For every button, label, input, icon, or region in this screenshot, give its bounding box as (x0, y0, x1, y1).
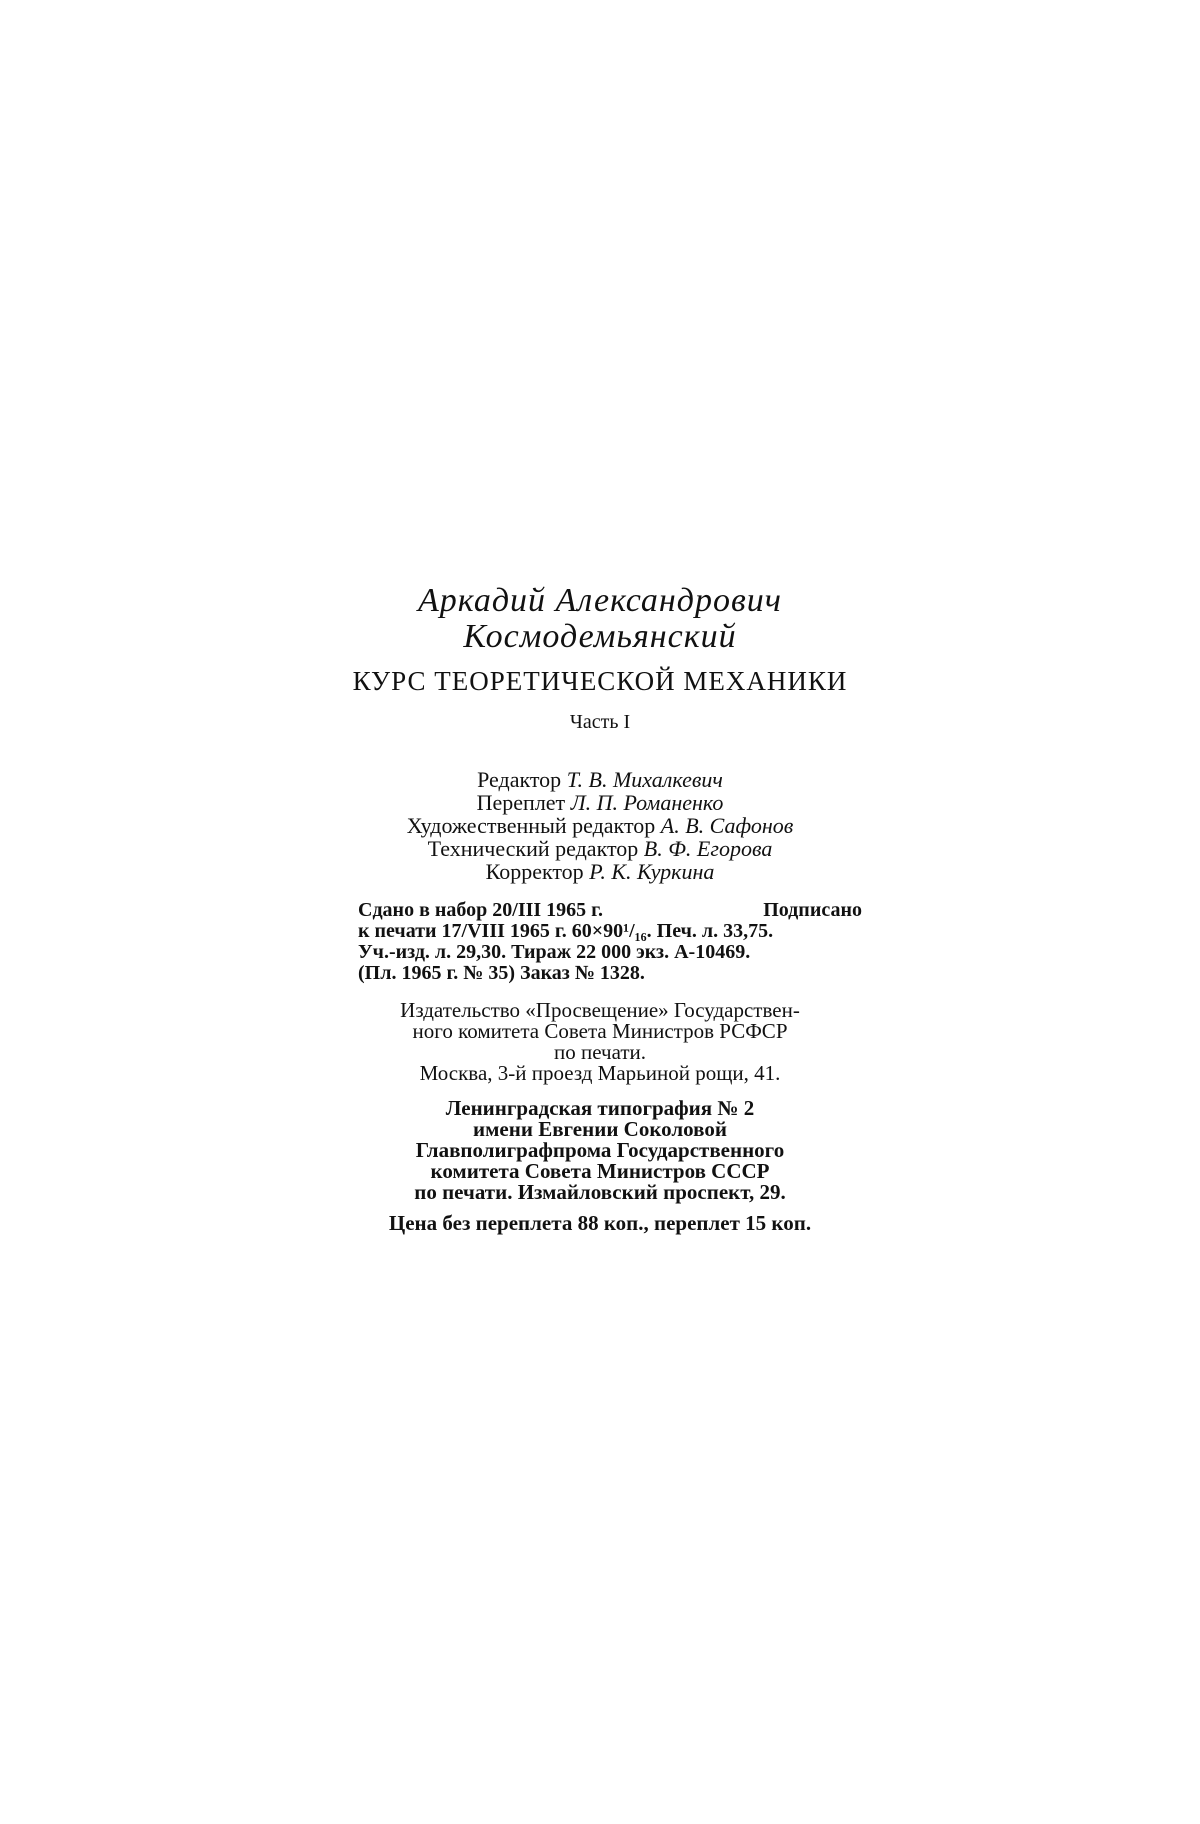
publisher-line: по печати. (553, 1040, 647, 1064)
credit-role: Технический редактор (427, 836, 639, 861)
printer-address: по печати. Измайловский проспект, 29. (414, 1180, 786, 1204)
author-first-line: Аркадий Александрович (418, 582, 782, 619)
publisher-address: Москва, 3-й проезд Марьиной рощи, 41. (419, 1061, 781, 1085)
print-run: Уч.-изд. л. 29,30. Тираж 22 000 экз. А-10469. (358, 941, 751, 963)
printer-line: имени Евгении Соколовой (473, 1117, 727, 1141)
credit-name: Р. К. Куркина (589, 859, 715, 884)
publisher-line: Издательство «Просвещение» Государствен- (400, 998, 800, 1022)
credit-name: Л. П. Романенко (570, 790, 724, 815)
credit-role: Переплет (476, 790, 566, 815)
credit-name: В. Ф. Егорова (643, 836, 773, 861)
author-name (0, 583, 1200, 655)
credit-row (0, 768, 1200, 791)
credit-role: Корректор (485, 859, 584, 884)
credit-row (0, 814, 1200, 837)
credit-name: А. В. Сафонов (660, 813, 794, 838)
book-title: КУРС ТЕОРЕТИЧЕСКОЙ МЕХАНИКИ (352, 666, 848, 696)
print-details (358, 900, 862, 984)
print-details-row (358, 942, 862, 963)
printer-line: комитета Совета Министров СССР (430, 1159, 770, 1183)
printer-line: Ленинградская типография № 2 (445, 1096, 755, 1120)
printer-info (0, 1098, 1200, 1203)
publisher-info (0, 1000, 1200, 1084)
credit-row (0, 860, 1200, 883)
book-part: Часть I (569, 711, 631, 733)
print-details-row (358, 900, 862, 921)
credit-row (0, 837, 1200, 860)
print-details-row (358, 963, 862, 984)
publisher-line: ного комитета Совета Министров РСФСР (412, 1019, 788, 1043)
credit-role: Художественный редактор (406, 813, 656, 838)
credit-name: Т. В. Михалкевич (566, 767, 723, 792)
order-number: (Пл. 1965 г. № 35) Заказ № 1328. (358, 962, 645, 984)
credit-role: Редактор (477, 767, 562, 792)
credits-list (0, 768, 1200, 883)
signed-label: Подписано (763, 899, 862, 921)
typeset-date: Сдано в набор 20/III 1965 г. (358, 899, 603, 921)
price-line: Цена без переплета 88 коп., переплет 15 коп. (388, 1211, 812, 1235)
printer-line: Главполиграфпрома Государственного (415, 1138, 785, 1162)
credit-row (0, 791, 1200, 814)
print-details-row (358, 921, 862, 942)
print-format: к печати 17/VIII 1965 г. 60×90¹/₁₆. Печ. л. 33,75. (358, 920, 774, 942)
author-second-line: Космодемьянский (463, 618, 737, 655)
